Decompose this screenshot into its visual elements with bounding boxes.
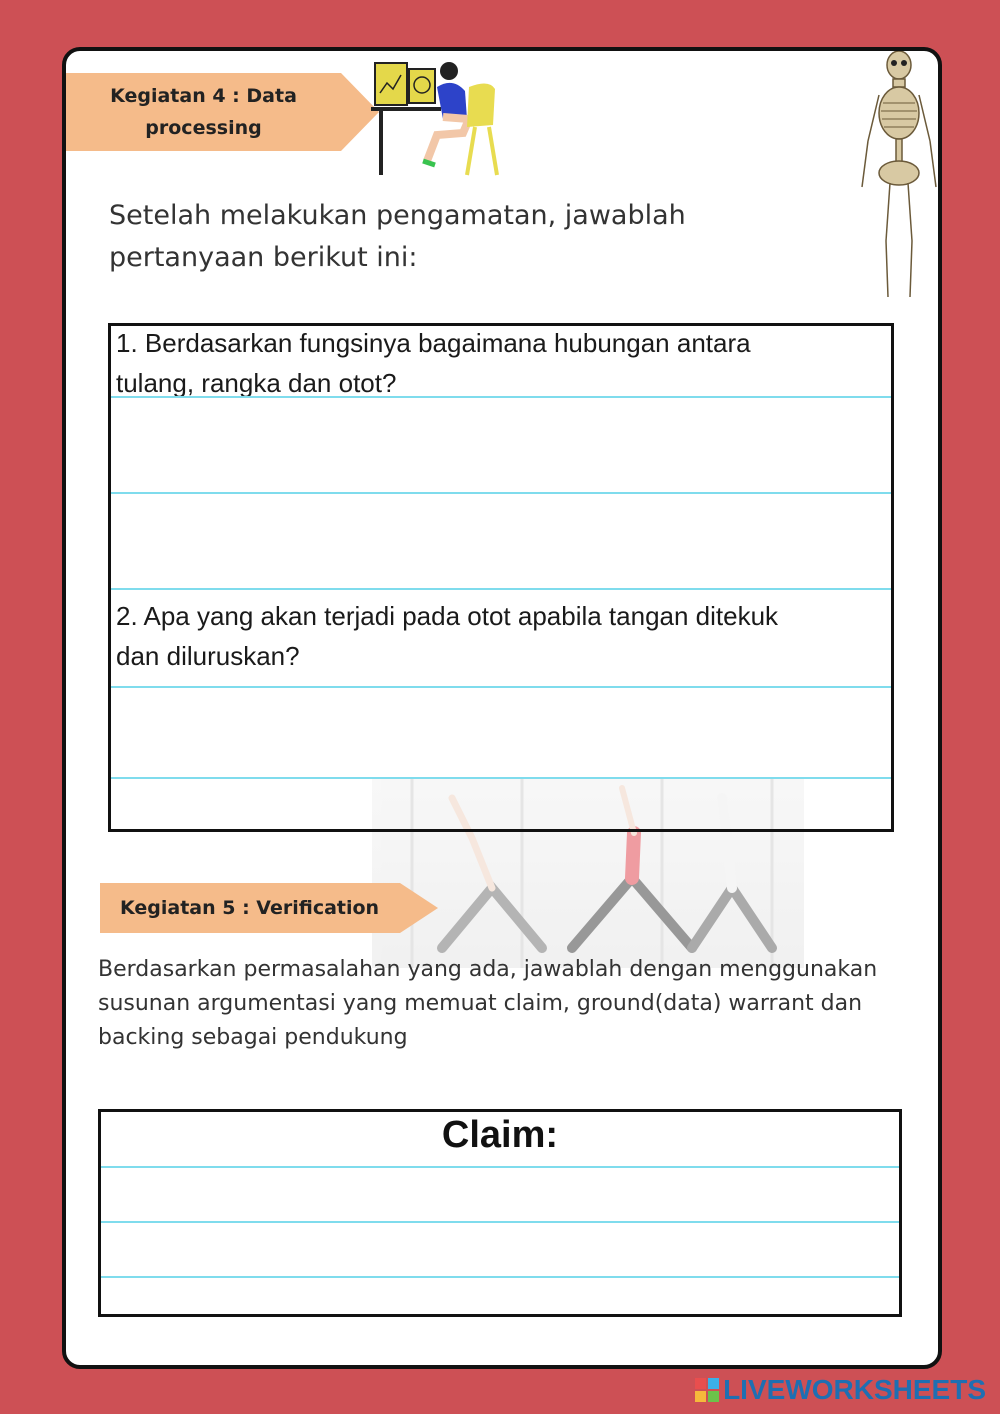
- intro-line2: pertanyaan berikut ini:: [109, 242, 418, 273]
- brand-text: LIVEWORKSHEETS: [723, 1374, 986, 1405]
- claim-answer-box[interactable]: [98, 1109, 902, 1317]
- verification-instructions: [98, 953, 918, 1055]
- question-2: [116, 596, 851, 676]
- question-2-line2: dan diluruskan?: [116, 641, 300, 671]
- skeleton-illustration: [856, 51, 942, 306]
- question-1-line2: tulang, rangka dan otot?: [116, 368, 397, 398]
- answer-line[interactable]: [101, 1276, 899, 1278]
- verification-line3: backing sebagai pendukung: [98, 1025, 408, 1050]
- worksheet-page: [62, 47, 942, 1369]
- answer-line[interactable]: [111, 588, 891, 590]
- verification-line1: Berdasarkan permasalahan yang ada, jawablah dengan menggunakan: [98, 957, 878, 982]
- answer-line[interactable]: [101, 1221, 899, 1223]
- kegiatan-5-label: Kegiatan 5 : Verification: [120, 897, 380, 919]
- kegiatan-4-tag: [66, 73, 341, 151]
- verification-line2: susunan argumentasi yang memuat claim, ground(data) warrant dan: [98, 991, 863, 1016]
- kegiatan-4-title-line2: processing: [145, 117, 262, 139]
- kegiatan-4-title-line1: Kegiatan 4 : Data: [110, 85, 297, 107]
- person-at-desk-illustration: [371, 57, 511, 177]
- answer-line[interactable]: [111, 396, 891, 398]
- claim-title: Claim:: [441, 1114, 559, 1156]
- liveworksheets-brand: [695, 1374, 986, 1406]
- answer-line[interactable]: [101, 1166, 899, 1168]
- question-1-line1: 1. Berdasarkan fungsinya bagaimana hubungan antara: [116, 328, 751, 358]
- answer-line[interactable]: [111, 777, 891, 779]
- questions-answer-box[interactable]: [108, 323, 894, 832]
- intro-text: [109, 195, 749, 279]
- question-1: [116, 323, 851, 403]
- intro-line1: Setelah melakukan pengamatan, jawablah: [109, 200, 686, 231]
- answer-line[interactable]: [111, 686, 891, 688]
- question-2-line1: 2. Apa yang akan terjadi pada otot apabila tangan ditekuk: [116, 601, 779, 631]
- kegiatan-5-tag: [100, 883, 400, 933]
- liveworksheets-logo-icon: [695, 1378, 719, 1402]
- answer-line[interactable]: [111, 492, 891, 494]
